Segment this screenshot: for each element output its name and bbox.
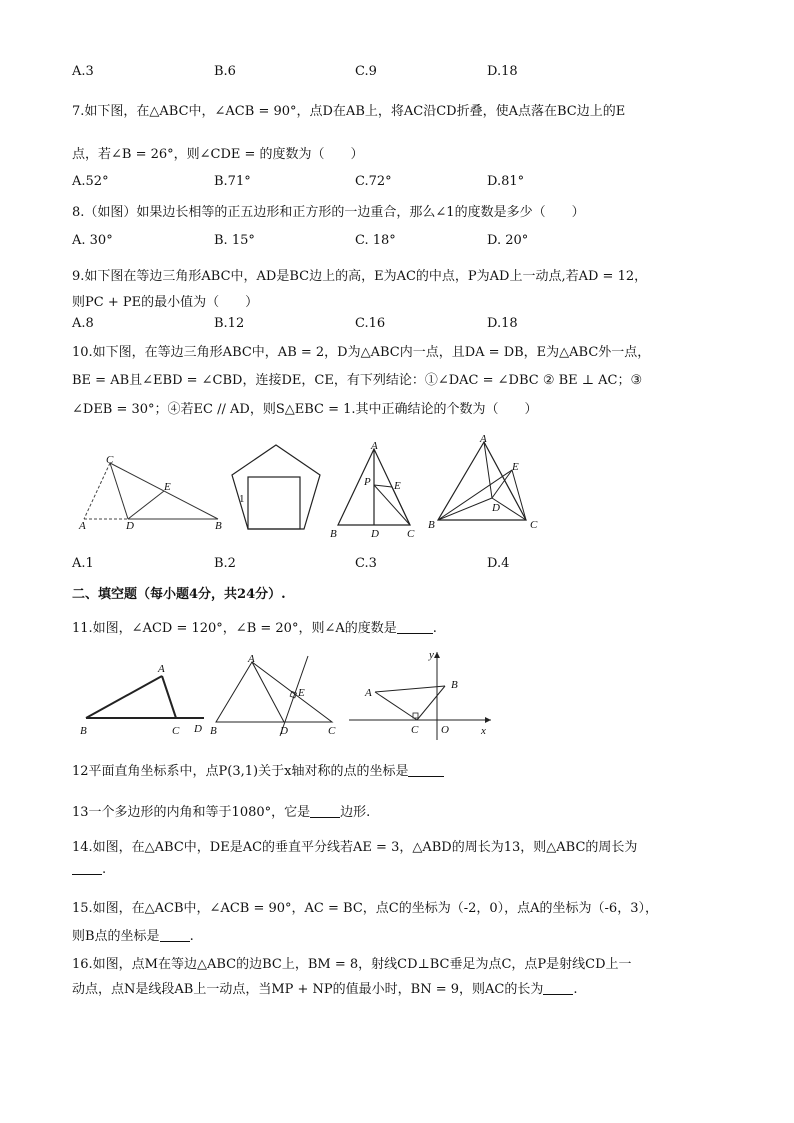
figure-q11-triangle (78, 654, 213, 739)
q10-text-line3: ∠DEB = 30°；④若EC // AD，则S△EBC = 1.其中正确结论的个数为（ ） (72, 402, 538, 417)
q12-text (72, 760, 444, 779)
q7-text-line2: 点，若∠B = 26°，则∠CDE = 的度数为（ ） (72, 147, 364, 162)
q13-text (72, 801, 370, 820)
fig5-label-d: D (194, 723, 202, 735)
fig7-label-x: x (481, 725, 486, 737)
fig4-label-b: B (428, 519, 435, 531)
q7-option-d: D.81° (487, 174, 525, 189)
q9-option-b: B.12 (214, 316, 245, 331)
fig3-label-p: P (364, 476, 371, 488)
q15-answer-blank[interactable] (160, 929, 190, 942)
figure-q14-bisector (210, 654, 345, 739)
q16-stem: 动点，点N是线段AB上一动点，当MP + NP的值最小时，BN = 9，则AC的长为 (72, 982, 544, 997)
q7-option-a: A.52° (72, 174, 109, 189)
fig6-label-c: C (328, 725, 336, 737)
fig7-label-a: A (365, 687, 372, 699)
fig1-label-d: D (126, 520, 134, 532)
fig1-label-c: C (106, 454, 114, 466)
fig7-label-c: C (411, 724, 419, 736)
q6-option-b: B.6 (214, 64, 236, 79)
figure-q15-coordinate (345, 648, 495, 743)
fig3-label-a: A (371, 440, 378, 452)
fig3-label-d: D (371, 528, 379, 540)
fig6-label-d: D (280, 725, 288, 737)
q14-text-line1: 14.如图，在△ABC中，DE是AC的垂直平分线若AE = 3，△ABD的周长为13，则△ABC的周长为 (72, 840, 638, 855)
fig2-angle-label: 1 (239, 493, 245, 505)
q6-option-c: C.9 (355, 64, 377, 79)
q9-option-d: D.18 (487, 316, 518, 331)
q14-text-line2 (72, 862, 106, 877)
fig4-label-a: A (480, 433, 487, 445)
fig5-label-c: C (172, 725, 180, 737)
q13-tail: 边形. (340, 805, 371, 820)
q8-option-c: C. 18° (355, 233, 396, 248)
fig1-label-b: B (215, 520, 222, 532)
q13-answer-blank[interactable] (310, 805, 340, 818)
fig6-label-b: B (210, 725, 217, 737)
q15-text-line2 (72, 925, 194, 944)
fig7-label-y: y (429, 649, 434, 661)
q15-text-line1: 15.如图，在△ACB中，∠ACB = 90°，AC = BC，点C的坐标为（-2，0），点A的坐标为（-6，3）， (72, 901, 658, 916)
q16-text-line2 (72, 978, 578, 997)
q9-text-line1: 9.如下图在等边三角形ABC中，AD是BC边上的高，E为AC的中点，P为AD上一动点,若AD = 12， (72, 269, 648, 284)
fig7-label-o: O (441, 724, 449, 736)
fig4-label-c: C (530, 519, 538, 531)
figure-q8-pentagon (228, 441, 324, 541)
q8-option-b: B. 15° (214, 233, 255, 248)
q15-tail: . (189, 929, 194, 944)
q16-tail: . (573, 982, 578, 997)
fig4-label-e: E (512, 461, 519, 473)
fig3-label-e: E (394, 480, 401, 492)
q10-text-line2: BE = AB且∠EBD = ∠CBD，连接DE，CE，有下列结论：①∠DAC = ∠DBC ② BE ⊥ AC；③ (72, 373, 643, 388)
fig5-label-a: A (158, 663, 165, 675)
q10-option-d: D.4 (487, 556, 510, 571)
q6-option-d: D.18 (487, 64, 518, 79)
fig1-label-e: E (164, 481, 171, 493)
q15-stem: 则B点的坐标是 (72, 929, 160, 944)
fig6-label-e: E (298, 687, 305, 699)
q7-option-b: B.71° (214, 174, 251, 189)
q7-text-line1: 7.如下图，在△ABC中，∠ACB = 90°，点D在AB上，将AC沿CD折叠，使A点落在BC边上的E (72, 104, 626, 119)
figure-q10-equilateral (428, 434, 543, 534)
q14-answer-blank[interactable] (72, 862, 102, 875)
q8-text-line1: 8.（如图）如果边长相等的正五边形和正方形的一边重合，那么∠1的度数是多少（ ） (72, 205, 585, 220)
fig3-label-c: C (407, 528, 415, 540)
q10-option-a: A.1 (72, 556, 94, 571)
q11-answer-blank[interactable] (397, 621, 433, 634)
fig1-label-a: A (79, 520, 86, 532)
fig6-label-a: A (248, 653, 255, 665)
fig5-label-b: B (80, 725, 87, 737)
q14-tail: . (102, 862, 107, 877)
q6-option-a: A.3 (72, 64, 94, 79)
q9-option-c: C.16 (355, 316, 386, 331)
section-2-heading: 二、填空题（每小题4分，共24分）. (72, 587, 286, 602)
q7-option-c: C.72° (355, 174, 392, 189)
q11-stem: 11.如图，∠ACD = 120°，∠B = 20°，则∠A的度数是 (72, 621, 397, 636)
q12-answer-blank[interactable] (408, 764, 444, 777)
fig3-label-b: B (330, 528, 337, 540)
q9-text-line2: 则PC + PE的最小值为（ ） (72, 295, 259, 310)
q16-answer-blank[interactable] (543, 982, 573, 995)
q8-option-d: D. 20° (487, 233, 529, 248)
q10-text-line1: 10.如下图，在等边三角形ABC中，AB = 2，D为△ABC内一点，且DA = DB，E为△ABC外一点， (72, 345, 651, 360)
q16-text-line1: 16.如图，点M在等边△ABC的边BC上，BM = 8，射线CD⊥BC垂足为点C，点P是射线CD上一 (72, 957, 632, 972)
figure-q7-fold (76, 455, 226, 535)
q9-option-a: A.8 (72, 316, 94, 331)
q11-text: 11.如图，∠ACD = 120°，∠B = 20°，则∠A的度数是 . (72, 621, 437, 636)
figure-q9-equilateral (330, 441, 420, 541)
fig7-label-b: B (451, 679, 458, 691)
q12-stem: 12平面直角坐标系中，点P(3,1)关于x轴对称的点的坐标是 (72, 764, 409, 779)
fig4-label-d: D (492, 502, 500, 514)
q10-option-c: C.3 (355, 556, 377, 571)
q10-option-b: B.2 (214, 556, 236, 571)
q8-option-a: A. 30° (72, 233, 113, 248)
q13-stem: 13一个多边形的内角和等于1080°，它是 (72, 805, 311, 820)
